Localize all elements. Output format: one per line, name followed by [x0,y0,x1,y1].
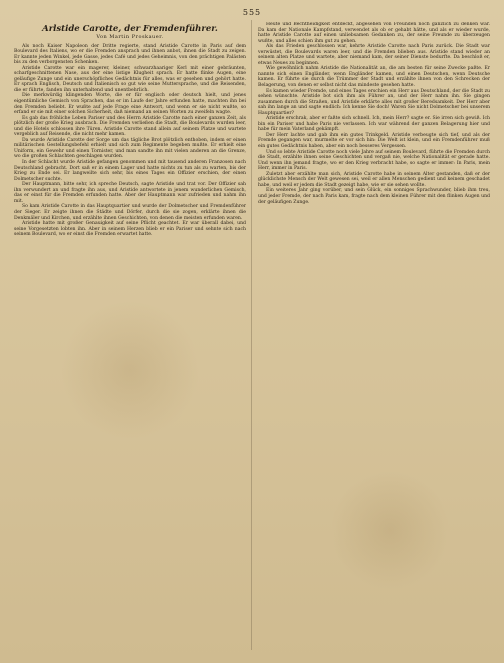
paragraph: Es gab das fröhliche Leben Pariser und des Herrn Aristide Carotte nach einer ganzen Zeit, als plötzlich der große Krieg ausbrach. Die Fremden verließen die Stadt, die Boulevards wurden leer, und die Hotels schlossen ihre Türen. Aristide Carotte stand allein auf seinem Platze und wartete vergeblich auf Reisende, die nicht mehr kamen. [14,115,246,138]
article-author: Von Martin Proskauer. [96,34,164,40]
paragraph: Der Herr lachte und gab ihm ein gutes Trinkgeld. Aristide verbeugte sich tief, und als der Fremde gegangen war, murmelte er vor sich hin: Die Welt ist klein, und ein Fremdenführer muß ein gutes Gedächtnis haben, aber ein noch besseres Vergessen. [258,132,490,150]
paragraph: Als das Frieden geschlossen war, kehrte Aristide Carotte nach Paris zurück. Die Stadt war verwüstet, die Boulevards waren leer, und die Fremden blieben aus. Aristide stand wieder an seinem alten Platze und wartete, aber niemand kam, der seiner Dienste bedurfte. Da beschloß er, etwas Neues zu beginnen. [258,44,490,66]
paragraph: Aristide hatte mit großer Genauigkeit auf seine Pflicht geachtet. Er war überall dabei, und seine Vorgesetzten lobten ihn. Aber in seinem Herzen blieb er ein Pariser und sehnte sich nach seinem Boulevard, wo er einst die Fremden erwartet hatte. [14,221,246,238]
paragraph: Zuletzt aber erzählte man sich, Aristide Carotte habe in seinem Alter gestanden, daß er der glücklichste Mensch der Welt gewesen sei, weil er allen Menschen gedient und keinem geschadet habe, und weil er jedem die Stadt gezeigt habe, wie er sie sehen wollte. [258,171,490,188]
right-column [258,22,490,658]
paragraph: Wie gewöhnlich nahm Aristide die Nationalität an, die am besten für seine Zwecke paßte. Er nannte sich einen Engländer, wenn Engländer kamen, und einen Deutschen, wenn Deutsche kamen. Er führte sie durch die Trümmer der Stadt und erzählte ihnen von den Schrecken der Belagerung, von denen er selbst nicht das mindeste gesehen hatte. [258,66,490,89]
paragraph: Aristide erschrak, aber er faßte sich schnell. Ich, mein Herr? sagte er. Sie irren sich gewiß. Ich bin ein Pariser und habe Paris nie verlassen. Ich war während der ganzen Belagerung hier und habe für mein Vaterland gekämpft. [258,116,490,133]
paragraph: Aristide Carotte war ein magerer, kleiner, schwarzhaariger Kerl mit einer gebräunten, scharfgeschnittenen Nase, aus der eine listige Klugheit sprach. Er hatte flinke Augen, eine geläufige Zunge und ein unerschöpfliches Gedächtnis für alles, was er gesehen und gehört hatte. Er sprach Englisch, Deutsch und Italienisch so gut wie seine Muttersprache, und die Reisenden, die er führte, fanden ihn unterhaltend und unentbehrlich. [14,65,246,93]
paragraph: Da wurde Aristide Carotte der Sorge um das tägliche Brot plötzlich enthoben, indem er einen militärischen Gestellungsbefehl erhielt und sich zum Regimente begeben mußte. Er erhielt eine Uniform, ein Gewehr und einen Tornister, und man sandte ihn mit vielen anderen an die Grenze, wo die großen Schlachten geschlagen wurden. [14,137,246,160]
paragraph: Als noch Kaiser Napoleon der Dritte regierte, stand Aristide Carotte in Paris auf dem Boulevard des Italiens, wo er die Fremden ansprach und ihnen anbot, ihnen die Stadt zu zeigen. Er kannte jeden Winkel, jede Gasse, jedes Café und jedes Geheimnis, von den prächtigen Palästen bis zu den verborgensten Schenken. [14,43,246,66]
paragraph: Der Hauptmann, bitte sehr, ich spreche Deutsch, sagte Aristide und trat vor. Der Offizier sah ihn verwundert an und fragte ihn aus, und Aristide antwortete in jenem wunderlichen Gemisch, das er einst für die Fremden erfunden hatte. Aber der Hauptmann war zufrieden und nahm ihn mit. [14,182,246,204]
paragraph: Die merkwürdig klingenden Worte, die er für englisch oder deutsch hielt, und jenes eigentümliche Gemisch von Sprachen, das er im Laufe der Jahre erfunden hatte, machten ihn bei den Fremden beliebt. Er wußte auf jede Frage eine Antwort, und wenn er sie nicht wußte, so erfand er sie mit einer solchen Sicherheit, daß niemand an seinen Worten zu zweifeln wagte. [14,93,246,116]
paragraph: Es kamen wieder Fremde, und eines Tages erschien ein Herr aus Deutschland, der die Stadt zu sehen wünschte. Aristide bot sich ihm als Führer an, und der Herr nahm ihn. Sie gingen zusammen durch die Straßen, und Aristide erklärte alles mit großer Beredsamkeit. Der Herr aber sah ihn lange an und sagte endlich: Ich kenne Sie doch! Waren Sie nicht Dolmetscher bei unserem Hauptquartier? [258,88,490,116]
paragraph: Heute und Bechtheidigkeit entdeckt, abgesehen von Freunden noch gänzlich zu denken war. Da kam der Nationale Kampfstand, verwendet als ob er gehabt hätte, und als er wieder wurde, hatte Aristide Carotte auf einen unliebsamen Gedanken zu, der seine Freunde zu überzeugen wußte, und alles schien ihm gut zu gehen. [258,22,490,44]
article-title: Arlstide Carotte, der Fremdenführer. [42,24,218,34]
column-divider [251,20,252,650]
paragraph: Ein weiteres Jahr ging vorüber, und sein Glück, ein sonniges Sprachwunder, blieb ihm treu, und jeder Fremde, der nach Paris kam, fragte nach dem kleinen Führer mit den flinken Augen und der geläufigen Zunge. [258,188,490,205]
paragraph: Und so lebte Aristide Carotte noch viele Jahre auf seinem Boulevard, führte die Fremden durch die Stadt, erzählte ihnen seine Geschichten und vergaß nie, welche Nationalität er gerade hatte. Und wenn ihn jemand fragte, wo er den Krieg verbracht habe, so sagte er immer: In Paris, mein Herr, immer in Paris. [258,149,490,172]
paragraph: In der Schlacht wurde Aristide gefangen genommen und mit tausend anderen Franzosen nach Deutschland gebracht. Dort saß er in einem Lager und hatte nichts zu tun als zu warten, bis der Krieg zu Ende sei. Er langweilte sich sehr, bis eines Tages ein Offizier erschien, der einen Dolmetscher suchte. [14,160,246,182]
paragraph: So kam Aristide Carotte in das Hauptquartier und wurde der Dolmetscher und Fremdenführer der Sieger. Er zeigte ihnen die Städte und Dörfer, durch die sie zogen, erklärte ihnen die Denkmäler und Kirchen, und erzählte ihnen Geschichten, von denen die meisten erfunden waren. [14,204,246,221]
page-number: 555 [242,8,262,17]
left-column [14,22,246,658]
